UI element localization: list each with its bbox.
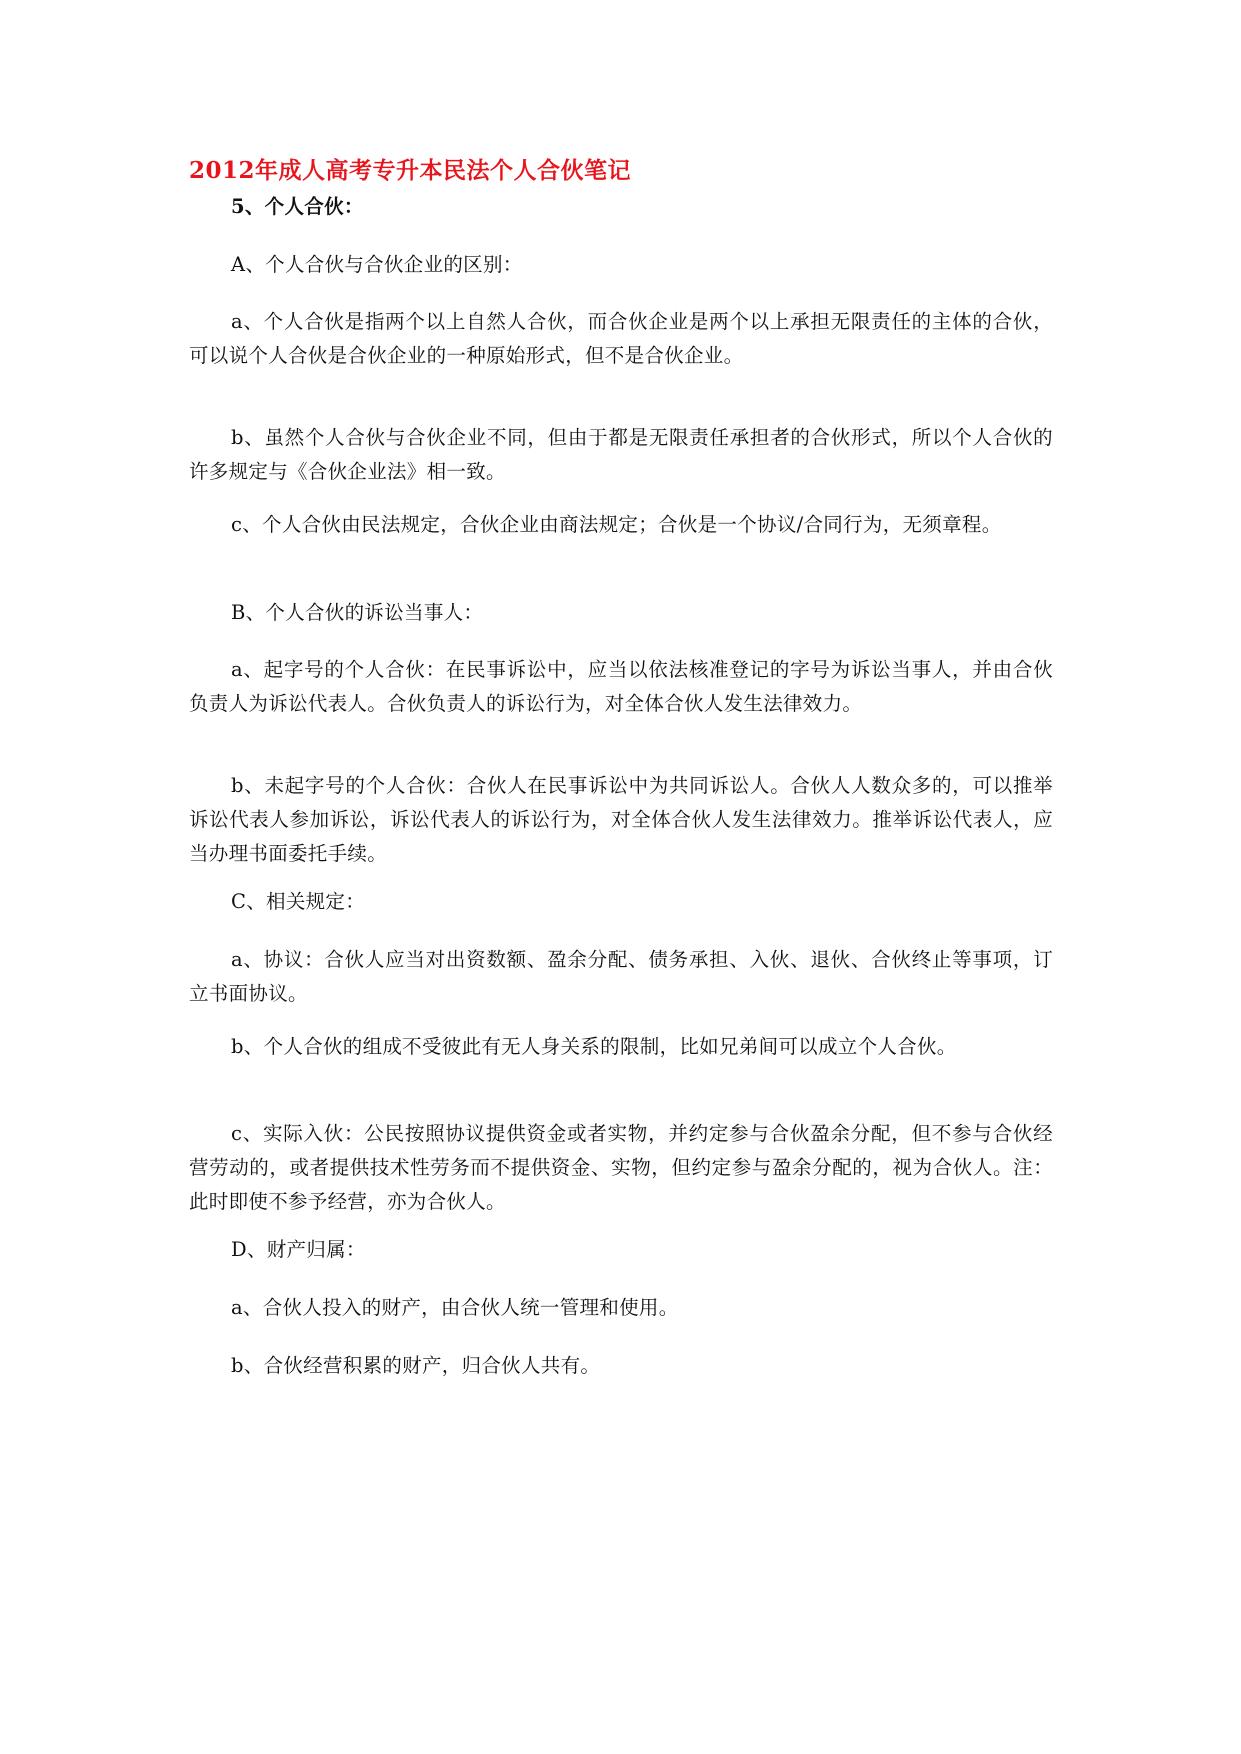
section-c-item-b: b、个人合伙的组成不受彼此有无人身关系的限制，比如兄弟间可以成立个人合伙。 [231,1035,957,1058]
section-b-item-a: a、起字号的个人合伙：在民事诉讼中，应当以依法核准登记的字号为诉讼当事人，并由合伙负责人为诉讼代表人。合伙负责人的诉讼行为，对全体合伙人发生法律效力。 [189,658,1053,715]
section-c-item-a: a、协议：合伙人应当对出资数额、盈余分配、债务承担、入伙、退伙、合伙终止等事项，订立书面协议。 [189,948,1053,1005]
section-d-item-a: a、合伙人投入的财产，由合伙人统一管理和使用。 [231,1296,679,1319]
document-title: 2012年成人高考专升本民法个人合伙笔记 [189,157,632,184]
section-b-item-b: b、未起字号的个人合伙：合伙人在民事诉讼中为共同诉讼人。合伙人人数众多的，可以推举诉讼代表人参加诉讼，诉讼代表人的诉讼行为，对全体合伙人发生法律效力。推举诉讼代表人，应当办理书面委托手续。 [189,774,1053,865]
section-c-item-c: c、实际入伙：公民按照协议提供资金或者实物，并约定参与合伙盈余分配，但不参与合伙经营劳动的，或者提供技术性劳务而不提供资金、实物，但约定参与盈余分配的，视为合伙人。注：此时即使不参予经营，亦为合伙人。 [189,1122,1053,1213]
section-a-heading: A、个人合伙与合伙企业的区别： [231,253,523,276]
section-d-item-b: b、合伙经营积累的财产，归合伙人共有。 [231,1354,601,1377]
section-a-item-a: a、个人合伙是指两个以上自然人合伙，而合伙企业是两个以上承担无限责任的主体的合伙，可以说个人合伙是合伙企业的一种原始形式，但不是合伙企业。 [189,310,1053,367]
section-a-item-c: c、个人合伙由民法规定，合伙企业由商法规定；合伙是一个协议/合同行为，无须章程。 [231,513,1002,536]
section-b-heading: B、个人合伙的诉讼当事人： [231,601,484,624]
section-heading-5: 5、个人合伙： [231,195,364,218]
section-a-item-b: b、虽然个人合伙与合伙企业不同，但由于都是无限责任承担者的合伙形式，所以个人合伙的许多规定与《合伙企业法》相一致。 [189,426,1053,483]
section-d-heading: D、财产归属： [231,1238,366,1261]
section-c-heading: C、相关规定： [231,890,366,913]
